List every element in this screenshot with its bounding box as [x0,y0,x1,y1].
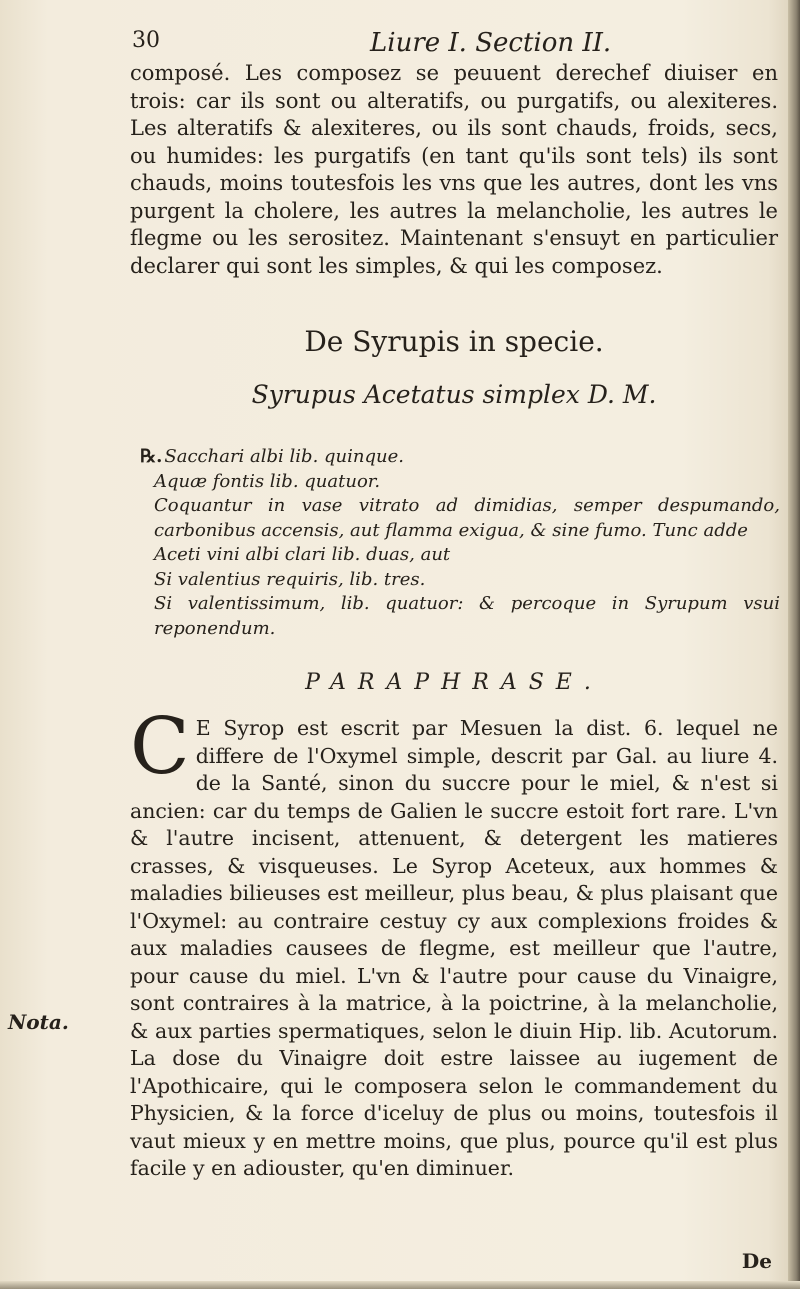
recipe-ingredient: Sacchari albi lib. quinque. [164,446,404,467]
recipe-line: Aquæ fontis lib. quatuor. [154,470,381,492]
recipe-line: Coquantur in vase vitrato ad dimidias, semper despumando, carbonibus accensis, aut flamma exigua, & sine fumo. Tunc adde [154,495,780,541]
main-paragraph-text: E Syrop est escrit par Mesuen la dist. 6. lequel ne differe de l'Oxymel simple, descrit par Gal. au liure 4. de la Santé, sinon du succre pour le miel, & n'est si ancien: car du temps de Galien le succre estoit fort rare. L'vn & l'autre incisent, attenuent, & detergent les matieres crasses, & visqueuses. Le Syrop Aceteux, aux hommes & maladies bilieuses est meilleur, plus beau, & plus plaisant que l'Oxymel: au contraire cestuy cy aux complexions froides & aux maladies causees de flegme, est meilleur que l'autre, pour cause du miel. L'vn & l'autre pour cause du Vinaigre, sont contraires à la matrice, à la poictrine, à la melancholie, & aux parties spermatiques, selon le diuin Hip. lib. Acutorum. La dose du Vinaigre doit estre laissee au iugement de l'Apothicaire, qui le composera selon le commandement du Physicien, & la force d'iceluy de plus ou moins, toutesfois il vaut mieux y en mettre moins, que plus, pource qu'il est plus facile y en adiouster, qu'en diminuer. [130,716,778,1180]
page-bottom-edge [0,1281,800,1289]
drop-cap: C [130,702,190,792]
page-edge-shadow [788,0,800,1289]
paraphrase-heading: PARAPHRASE. [305,670,603,695]
main-paragraph [130,702,778,1183]
catchword: De [741,1249,772,1273]
running-head: Liure I. Section II. [370,28,612,58]
margin-note: Nota. [8,1010,69,1034]
recipe-line: Aceti vini albi clari lib. duas, aut [154,544,451,565]
recipe-line [140,445,780,470]
rx-symbol: ℞. [140,446,163,467]
section-heading: De Syrupis in specie. [304,325,604,358]
recipe-block [140,445,780,641]
intro-paragraph: composé. Les composez se peuuent derechef diuiser en trois: car ils sont ou alteratifs, ou purgatifs, ou alexiteres. Les alteratifs & alexiteres, ou ils sont chauds, froids, secs, ou humides: les purgatifs (en tant qu'ils sont tels) ils sont chauds, moins toutesfois les vns que les autres, dont les vns purgent la cholere, les autres la melancholie, les autres le flegme ou les serositez. Maintenant s'ensuyt en particulier declarer qui sont les simples, & qui les composez. [130,61,778,278]
recipe-line: Si valentius requiris, lib. tres. [154,568,426,590]
page-number: 30 [132,28,160,53]
recipe-line: Si valentissimum, lib. quatuor: & percoque in Syrupum vsui reponendum. [154,593,780,639]
recipe-title: Syrupus Acetatus simplex D. M. [251,380,657,409]
